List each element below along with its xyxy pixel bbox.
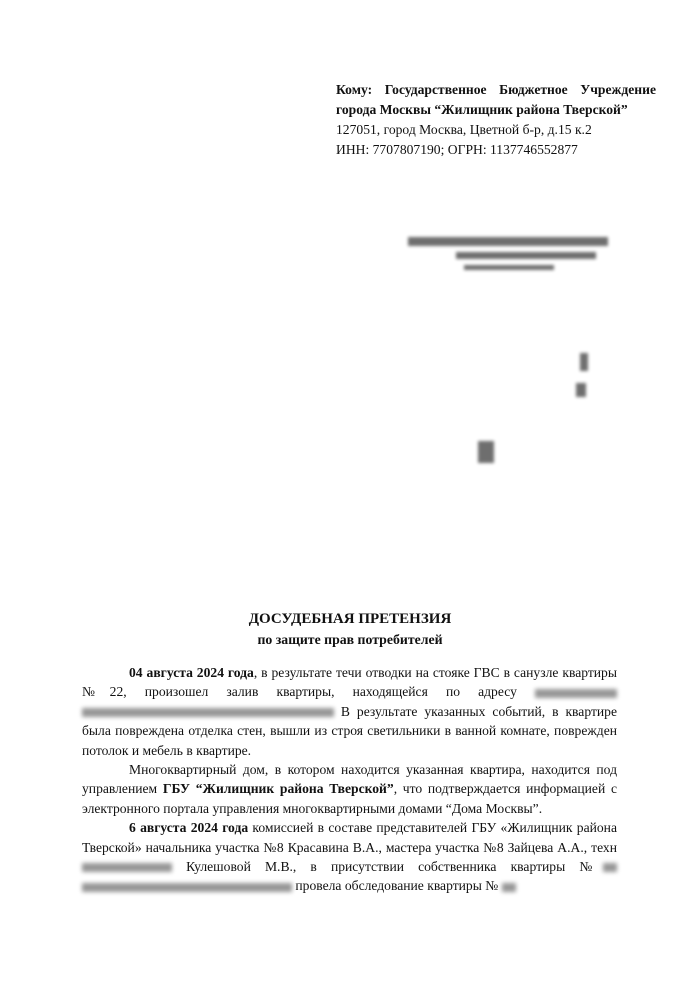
paragraph-3 [82,818,617,896]
addressee-line1 [336,80,656,100]
to-label: Кому: [336,82,373,97]
redacted-address-2 [82,708,334,717]
p2-text-b: , что подтверждается информацией с электронного портала управления многоквартирными домами “Дома Москвы”. [82,781,617,816]
redacted-address-1 [535,689,617,698]
p2-text-a: Многоквартирный дом, в котором находится указанная квартира, находится под управлением [82,762,617,797]
redacted-name-1 [82,863,172,872]
paragraph-1 [82,663,617,760]
org-ids: ИНН: 7707807190; ОГРН: 1137746552877 [336,142,578,157]
p3-text-a: комиссией в составе представителей ГБУ «Жилищник района Тверской» начальника участка №8 Красавина В.А., мастера участка №8 Зайцева А.А., техн [82,820,617,855]
p3-text-c: провела обследование квартиры № [295,878,499,894]
redacted-number-2 [502,883,516,892]
redacted-name-2 [82,883,292,892]
document-title: ДОСУДЕБНАЯ ПРЕТЕНЗИЯ [248,611,452,627]
addressee-block [336,80,656,160]
org-name-line2: города Москвы “Жилищник района Тверской” [336,102,628,117]
document-subtitle: по защите прав потребителей [257,632,443,647]
management-org: ГБУ “Жилищник района Тверской” [162,781,394,797]
document-body [82,663,617,896]
org-address: 127051, город Москва, Цветной б-р, д.15 к.2 [336,122,592,137]
p1-text-b: В результате указанных событий, в квартире была повреждена отделка стен, вышли из строя светильники в ванной комнате, поврежден потолок и мебель в квартире. [82,703,617,758]
org-name-line1: Государственное Бюджетное Учреждение [384,82,656,97]
redacted-sender-block [296,215,636,515]
paragraph-2 [82,760,617,818]
p1-text-a: , в результате течи отводки на стояке ГВС в санузле квартиры №22, произошел залив квартиры, находящейся по адресу [82,665,617,700]
incident-date: 04 августа 2024 года [129,665,254,680]
inspection-date: 6 августа 2024 года [129,820,249,836]
redacted-number [603,863,617,872]
p3-text-b: Кулешовой М.В., в присутствии собственника квартиры № [186,859,604,875]
